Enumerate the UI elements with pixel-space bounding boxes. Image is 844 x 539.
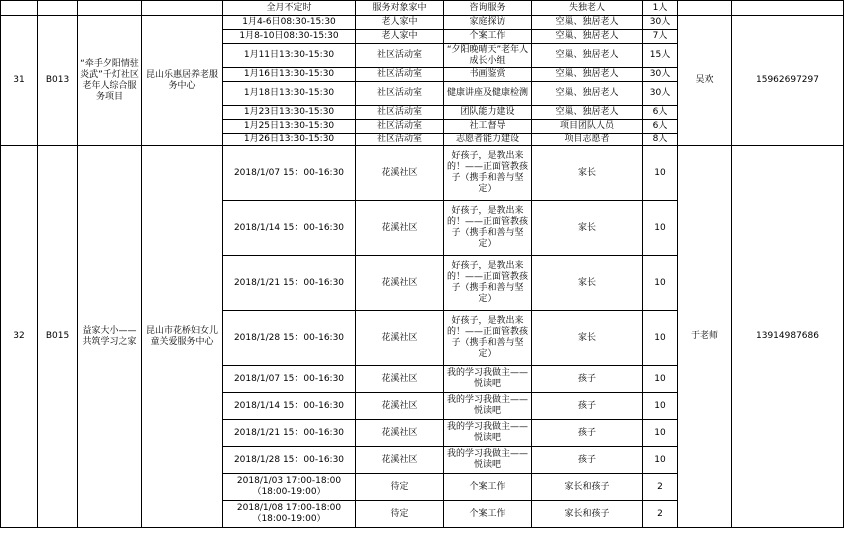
target-people-cell: 失独老人 (532, 1, 643, 16)
target-people-cell: 空巢、独居老人 (532, 30, 643, 44)
empty-cell (38, 1, 78, 16)
content-cell: 我的学习我做主——悦读吧 (444, 366, 532, 393)
count-cell: 15人 (643, 44, 678, 68)
target-people-cell: 家长 (532, 311, 643, 366)
project-code: B015 (38, 146, 78, 528)
target-people-cell: 项目志愿者 (532, 134, 643, 146)
content-cell: 我的学习我做主——悦读吧 (444, 393, 532, 420)
target-people-cell: 孩子 (532, 420, 643, 447)
time-cell: 1月25日13:30-15:30 (223, 120, 356, 134)
target-people-cell: 家长和孩子 (532, 474, 643, 501)
content-cell: 好孩子，是教出来的！——正面管教孩子（携手和善与坚定） (444, 256, 532, 311)
count-cell: 10 (643, 201, 678, 256)
place-cell: 花溪社区 (356, 447, 444, 474)
count-cell: 10 (643, 256, 678, 311)
content-cell: 好孩子，是教出来的！——正面管教孩子（携手和善与坚定） (444, 201, 532, 256)
place-cell: 待定 (356, 501, 444, 528)
target-people-cell: 空巢、独居老人 (532, 68, 643, 82)
target-people-cell: 孩子 (532, 393, 643, 420)
time-cell: 2018/1/14 15：00-16:30 (223, 393, 356, 420)
content-cell: 志愿者能力建设 (444, 134, 532, 146)
target-people-cell: 空巢、独居老人 (532, 82, 643, 106)
count-cell: 10 (643, 311, 678, 366)
content-cell: 书画鉴赏 (444, 68, 532, 82)
count-cell: 30人 (643, 16, 678, 30)
content-cell: 我的学习我做主——悦读吧 (444, 420, 532, 447)
place-cell: 社区活动室 (356, 106, 444, 120)
target-people-cell: 空巢、独居老人 (532, 106, 643, 120)
count-cell: 10 (643, 146, 678, 201)
place-cell: 社区活动室 (356, 120, 444, 134)
count-cell: 10 (643, 420, 678, 447)
time-cell: 2018/1/03 17:00-18:00（18:00-19:00） (223, 474, 356, 501)
time-cell: 2018/1/07 15：00-16:30 (223, 146, 356, 201)
time-cell: 2018/1/07 15：00-16:30 (223, 366, 356, 393)
count-cell: 8人 (643, 134, 678, 146)
place-cell: 花溪社区 (356, 420, 444, 447)
place-cell: 社区活动室 (356, 44, 444, 68)
content-cell: 个案工作 (444, 474, 532, 501)
place-cell: 老人家中 (356, 30, 444, 44)
target-people-cell: 家长 (532, 256, 643, 311)
project-code: B013 (38, 16, 78, 146)
count-cell: 6人 (643, 120, 678, 134)
project-name: “牵手夕阳情驻炎武”千灯社区老年人综合服务项目 (78, 16, 142, 146)
place-cell: 花溪社区 (356, 201, 444, 256)
content-cell: 我的学习我做主——悦读吧 (444, 447, 532, 474)
content-cell: 健康讲座及健康检测 (444, 82, 532, 106)
time-cell: 2018/1/21 15：00-16:30 (223, 256, 356, 311)
place-cell: 花溪社区 (356, 311, 444, 366)
target-people-cell: 孩子 (532, 366, 643, 393)
time-cell: 1月11日13:30-15:30 (223, 44, 356, 68)
content-cell: 个案工作 (444, 501, 532, 528)
time-cell: 1月23日13:30-15:30 (223, 106, 356, 120)
project-name: 益家大小——共筑学习之家 (78, 146, 142, 528)
content-cell: 好孩子，是教出来的！——正面管教孩子（携手和善与坚定） (444, 146, 532, 201)
time-cell: 全月不定时 (223, 1, 356, 16)
empty-cell (78, 1, 142, 16)
target-people-cell: 项目团队人员 (532, 120, 643, 134)
time-cell: 2018/1/28 15：00-16:30 (223, 311, 356, 366)
empty-cell (678, 1, 732, 16)
time-cell: 1月4-6日08:30-15:30 (223, 16, 356, 30)
time-cell: 2018/1/08 17:00-18:00（18:00-19:00） (223, 501, 356, 528)
time-cell: 2018/1/14 15：00-16:30 (223, 201, 356, 256)
contact-person: 于老师 (678, 146, 732, 528)
content-cell: “夕阳晚晴天”老年人成长小组 (444, 44, 532, 68)
content-cell: 家庭探访 (444, 16, 532, 30)
content-cell: 好孩子，是教出来的！——正面管教孩子（携手和善与坚定） (444, 311, 532, 366)
time-cell: 1月26日13:30-15:30 (223, 134, 356, 146)
time-cell: 1月16日13:30-15:30 (223, 68, 356, 82)
content-cell: 团队能力建设 (444, 106, 532, 120)
target-people-cell: 家长和孩子 (532, 501, 643, 528)
place-cell: 花溪社区 (356, 146, 444, 201)
count-cell: 2 (643, 474, 678, 501)
count-cell: 30人 (643, 82, 678, 106)
place-cell: 老人家中 (356, 16, 444, 30)
empty-cell (142, 1, 223, 16)
target-people-cell: 家长 (532, 201, 643, 256)
place-cell: 社区活动室 (356, 82, 444, 106)
place-cell: 花溪社区 (356, 393, 444, 420)
count-cell: 10 (643, 366, 678, 393)
place-cell: 花溪社区 (356, 366, 444, 393)
contact-phone: 15962697297 (732, 16, 844, 146)
target-people-cell: 空巢、独居老人 (532, 16, 643, 30)
count-cell: 6人 (643, 106, 678, 120)
empty-cell (732, 1, 844, 16)
count-cell: 1人 (643, 1, 678, 16)
place-cell: 花溪社区 (356, 256, 444, 311)
place-cell: 待定 (356, 474, 444, 501)
place-cell: 社区活动室 (356, 68, 444, 82)
count-cell: 10 (643, 447, 678, 474)
table-row (1, 146, 844, 201)
place-cell: 服务对象家中 (356, 1, 444, 16)
contact-phone: 13914987686 (732, 146, 844, 528)
target-people-cell: 家长 (532, 146, 643, 201)
contact-person: 吴欢 (678, 16, 732, 146)
place-cell: 社区活动室 (356, 134, 444, 146)
project-number: 31 (1, 16, 38, 146)
count-cell: 7人 (643, 30, 678, 44)
content-cell: 个案工作 (444, 30, 532, 44)
time-cell: 2018/1/21 15：00-16:30 (223, 420, 356, 447)
count-cell: 30人 (643, 68, 678, 82)
count-cell: 10 (643, 393, 678, 420)
target-people-cell: 孩子 (532, 447, 643, 474)
organization-name: 昆山乐惠居养老服务中心 (142, 16, 223, 146)
count-cell: 2 (643, 501, 678, 528)
content-cell: 社工督导 (444, 120, 532, 134)
time-cell: 2018/1/28 15：00-16:30 (223, 447, 356, 474)
time-cell: 1月18日13:30-15:30 (223, 82, 356, 106)
project-number: 32 (1, 146, 38, 528)
time-cell: 1月8-10日08:30-15:30 (223, 30, 356, 44)
table-row (1, 16, 844, 30)
table-row (1, 1, 844, 16)
target-people-cell: 空巢、独居老人 (532, 44, 643, 68)
empty-cell (1, 1, 38, 16)
organization-name: 昆山市花桥妇女儿童关爱服务中心 (142, 146, 223, 528)
content-cell: 咨询服务 (444, 1, 532, 16)
